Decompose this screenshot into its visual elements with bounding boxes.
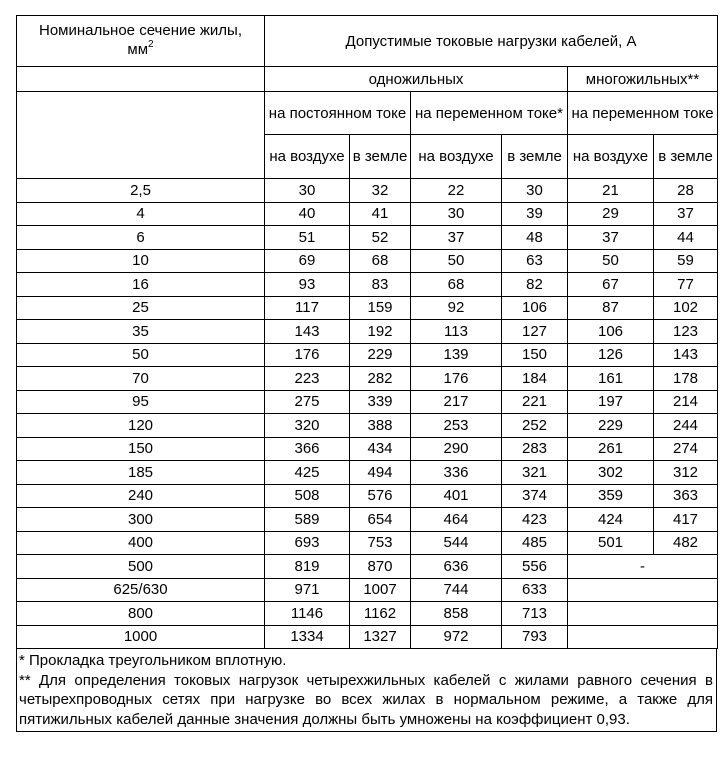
- section-cell: 500: [17, 555, 265, 579]
- value-cell: 312: [654, 461, 718, 485]
- value-cell: 244: [654, 414, 718, 438]
- value-cell: 434: [350, 437, 411, 461]
- table-row: [17, 461, 718, 485]
- value-cell: 37: [568, 226, 654, 250]
- section-cell: 150: [17, 437, 265, 461]
- value-cell: 69: [265, 249, 350, 273]
- value-cell: 501: [568, 531, 654, 555]
- value-cell: 223: [265, 367, 350, 391]
- value-cell: 37: [411, 226, 502, 250]
- table-row: [17, 367, 718, 391]
- value-cell: 221: [502, 390, 568, 414]
- value-cell: 113: [411, 320, 502, 344]
- value-cell: 302: [568, 461, 654, 485]
- single-core-header: одножильных: [265, 67, 568, 92]
- value-cell: 106: [568, 320, 654, 344]
- value-cell: 143: [265, 320, 350, 344]
- value-cell: 229: [350, 343, 411, 367]
- value-cell: 1007: [350, 578, 411, 602]
- value-cell: 29: [568, 202, 654, 226]
- value-cell: 713: [502, 602, 568, 626]
- dc-air-header: на воздухе: [265, 135, 350, 179]
- table-row: [17, 531, 718, 555]
- value-cell: 275: [265, 390, 350, 414]
- value-cell: 67: [568, 273, 654, 297]
- current-load-table: [16, 15, 718, 649]
- value-cell: 636: [411, 555, 502, 579]
- table-row: [17, 320, 718, 344]
- value-cell: 494: [350, 461, 411, 485]
- value-cell: 217: [411, 390, 502, 414]
- section-cell: 25: [17, 296, 265, 320]
- multi-core-merged-cell: [568, 602, 718, 626]
- value-cell: 87: [568, 296, 654, 320]
- section-cell: 120: [17, 414, 265, 438]
- section-header-blank: [17, 92, 265, 179]
- value-cell: 28: [654, 179, 718, 203]
- table-row: [17, 390, 718, 414]
- value-cell: 1162: [350, 602, 411, 626]
- table-row: [17, 226, 718, 250]
- value-cell: 482: [654, 531, 718, 555]
- value-cell: 654: [350, 508, 411, 532]
- ac-ground-header: в земле: [502, 135, 568, 179]
- value-cell: 633: [502, 578, 568, 602]
- table-row: [17, 273, 718, 297]
- section-cell: 625/630: [17, 578, 265, 602]
- value-cell: 971: [265, 578, 350, 602]
- ac-air-header: на воздухе: [411, 135, 502, 179]
- ac-multi-header: на переменном токе: [568, 92, 718, 135]
- value-cell: 139: [411, 343, 502, 367]
- table-row: [17, 296, 718, 320]
- value-cell: 117: [265, 296, 350, 320]
- value-cell: 1146: [265, 602, 350, 626]
- value-cell: 197: [568, 390, 654, 414]
- value-cell: 274: [654, 437, 718, 461]
- table-row: [17, 437, 718, 461]
- table-row: [17, 179, 718, 203]
- value-cell: 92: [411, 296, 502, 320]
- value-cell: 464: [411, 508, 502, 532]
- section-cell: 300: [17, 508, 265, 532]
- value-cell: 93: [265, 273, 350, 297]
- value-cell: 21: [568, 179, 654, 203]
- value-cell: 321: [502, 461, 568, 485]
- value-cell: 1334: [265, 625, 350, 649]
- section-cell: 2,5: [17, 179, 265, 203]
- section-header-blank: [17, 67, 265, 92]
- section-cell: 95: [17, 390, 265, 414]
- section-cell: 800: [17, 602, 265, 626]
- value-cell: 972: [411, 625, 502, 649]
- multi-core-header: многожильных**: [568, 67, 718, 92]
- table-row: [17, 625, 718, 649]
- value-cell: 123: [654, 320, 718, 344]
- value-cell: 50: [411, 249, 502, 273]
- section-cell: 6: [17, 226, 265, 250]
- value-cell: 576: [350, 484, 411, 508]
- value-cell: 417: [654, 508, 718, 532]
- dc-ground-header: в земле: [350, 135, 411, 179]
- value-cell: 252: [502, 414, 568, 438]
- table-row: [17, 602, 718, 626]
- value-cell: 68: [411, 273, 502, 297]
- value-cell: 126: [568, 343, 654, 367]
- value-cell: 359: [568, 484, 654, 508]
- value-cell: 870: [350, 555, 411, 579]
- table-row: [17, 202, 718, 226]
- value-cell: 253: [411, 414, 502, 438]
- multi-ground-header: в земле: [654, 135, 718, 179]
- value-cell: 106: [502, 296, 568, 320]
- value-cell: 143: [654, 343, 718, 367]
- value-cell: 374: [502, 484, 568, 508]
- section-cell: 240: [17, 484, 265, 508]
- section-cell: 50: [17, 343, 265, 367]
- value-cell: 41: [350, 202, 411, 226]
- value-cell: 176: [411, 367, 502, 391]
- value-cell: 693: [265, 531, 350, 555]
- value-cell: 159: [350, 296, 411, 320]
- value-cell: 214: [654, 390, 718, 414]
- section-cell: 400: [17, 531, 265, 555]
- value-cell: 401: [411, 484, 502, 508]
- value-cell: 753: [350, 531, 411, 555]
- ac-single-header: на переменном токе*: [411, 92, 568, 135]
- load-title: Допустимые токовые нагрузки кабелей, А: [265, 16, 718, 67]
- value-cell: 51: [265, 226, 350, 250]
- value-cell: 161: [568, 367, 654, 391]
- value-cell: 290: [411, 437, 502, 461]
- table-row: [17, 484, 718, 508]
- value-cell: 1327: [350, 625, 411, 649]
- value-cell: 63: [502, 249, 568, 273]
- value-cell: 283: [502, 437, 568, 461]
- table-row: [17, 249, 718, 273]
- value-cell: 556: [502, 555, 568, 579]
- current-load-table-document: [16, 15, 717, 732]
- multi-core-merged-cell: [568, 578, 718, 602]
- table-row: [17, 414, 718, 438]
- value-cell: 59: [654, 249, 718, 273]
- value-cell: 424: [568, 508, 654, 532]
- value-cell: 40: [265, 202, 350, 226]
- value-cell: 192: [350, 320, 411, 344]
- value-cell: 176: [265, 343, 350, 367]
- section-cell: 70: [17, 367, 265, 391]
- value-cell: 261: [568, 437, 654, 461]
- value-cell: 425: [265, 461, 350, 485]
- value-cell: 37: [654, 202, 718, 226]
- section-cell: 4: [17, 202, 265, 226]
- value-cell: 744: [411, 578, 502, 602]
- value-cell: 30: [265, 179, 350, 203]
- value-cell: 184: [502, 367, 568, 391]
- value-cell: 858: [411, 602, 502, 626]
- footnote-2: ** Для определения токовых нагрузок четырехжильных кабелей с жилами равного сечения в четырехпроводных сетях при нагрузке во всех жилах в нормальном режиме, а также для пятижильных кабелей данные значения должны быть умножены на коэффициент 0,93.: [19, 671, 713, 728]
- value-cell: 48: [502, 226, 568, 250]
- footnote-1: * Прокладка треугольником вплотную.: [19, 652, 287, 669]
- value-cell: 508: [265, 484, 350, 508]
- value-cell: 22: [411, 179, 502, 203]
- value-cell: 77: [654, 273, 718, 297]
- value-cell: 30: [411, 202, 502, 226]
- value-cell: 32: [350, 179, 411, 203]
- value-cell: 366: [265, 437, 350, 461]
- table-row: [17, 343, 718, 367]
- value-cell: 39: [502, 202, 568, 226]
- value-cell: 339: [350, 390, 411, 414]
- value-cell: 150: [502, 343, 568, 367]
- value-cell: 363: [654, 484, 718, 508]
- multi-air-header: на воздухе: [568, 135, 654, 179]
- section-header-cell: [17, 16, 265, 67]
- value-cell: 320: [265, 414, 350, 438]
- section-cell: 16: [17, 273, 265, 297]
- value-cell: 127: [502, 320, 568, 344]
- value-cell: 485: [502, 531, 568, 555]
- value-cell: 229: [568, 414, 654, 438]
- value-cell: 83: [350, 273, 411, 297]
- value-cell: 544: [411, 531, 502, 555]
- table-row: [17, 555, 718, 579]
- value-cell: 336: [411, 461, 502, 485]
- value-cell: 52: [350, 226, 411, 250]
- multi-core-merged-cell: [568, 625, 718, 649]
- value-cell: 819: [265, 555, 350, 579]
- section-cell: 35: [17, 320, 265, 344]
- section-cell: 185: [17, 461, 265, 485]
- section-cell: 10: [17, 249, 265, 273]
- value-cell: 82: [502, 273, 568, 297]
- section-unit-sup: 2: [148, 39, 154, 50]
- table-row: [17, 508, 718, 532]
- value-cell: 44: [654, 226, 718, 250]
- value-cell: 423: [502, 508, 568, 532]
- section-label: Номинальное сечение жилы,: [39, 22, 242, 39]
- value-cell: 50: [568, 249, 654, 273]
- value-cell: 30: [502, 179, 568, 203]
- footnotes: [16, 649, 717, 732]
- dc-header: на постоянном токе: [265, 92, 411, 135]
- table-row: [17, 578, 718, 602]
- value-cell: 282: [350, 367, 411, 391]
- value-cell: 589: [265, 508, 350, 532]
- section-unit: мм: [127, 41, 149, 58]
- value-cell: 178: [654, 367, 718, 391]
- value-cell: 793: [502, 625, 568, 649]
- section-cell: 1000: [17, 625, 265, 649]
- value-cell: 68: [350, 249, 411, 273]
- value-cell: 102: [654, 296, 718, 320]
- value-cell: 388: [350, 414, 411, 438]
- multi-core-merged-cell: -: [568, 555, 718, 579]
